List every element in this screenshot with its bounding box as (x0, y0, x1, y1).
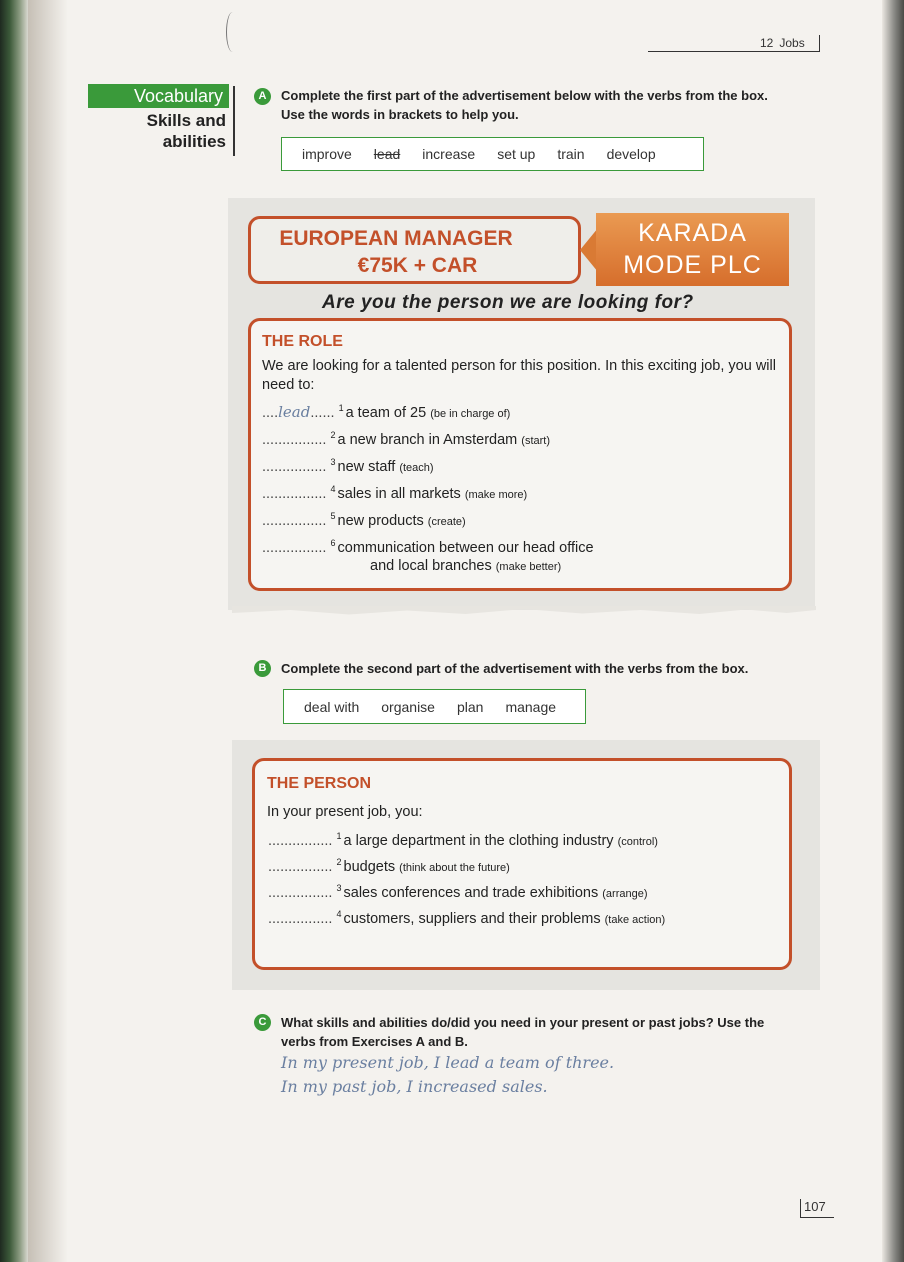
word-train: train (557, 146, 585, 162)
role-item-1: ....lead...... $^1$ a team of 25 (be in charge of) (262, 403, 511, 421)
section-tag-vocabulary: Vocabulary (88, 84, 229, 108)
word-improve: improve (302, 146, 352, 162)
handwritten-answer-lead: lead (278, 403, 311, 421)
handwritten-answer-1: In my present job, I lead a team of three. (281, 1053, 615, 1072)
handwritten-answer-2: In my past job, I increased sales. (281, 1077, 548, 1096)
role-item-2: ................ $^2$ a new branch in Amsterdam (start) (262, 430, 551, 448)
exercise-a-badge: A (254, 88, 271, 105)
role-item-6-continued: and local branches (make better) (370, 558, 562, 574)
company-name-line1: KARADA (638, 219, 747, 247)
person-item-2: ................ $^2$ budgets (think about the future) (268, 857, 510, 875)
person-intro: In your present job, you: (267, 804, 423, 820)
pencil-mark (226, 12, 239, 52)
section-tag-line3: abilities (162, 132, 226, 151)
word-increase: increase (422, 146, 476, 162)
company-logo (596, 213, 789, 286)
book-edge-right (882, 0, 904, 1262)
exercise-b-instruction: Complete the second part of the advertisement with the verbs from the box. (281, 661, 749, 676)
role-item-5: ................ $^5$ new products (create) (262, 511, 466, 529)
exercise-b-badge: B (254, 660, 271, 677)
header-rule (648, 51, 820, 52)
book-spine-left (0, 0, 28, 1262)
page-number-rule (800, 1217, 834, 1218)
person-item-1: ................ $^1$ a large department in the clothing industry (control) (268, 831, 658, 849)
person-item-4: ................ $^4$ customers, suppliers and their problems (take action) (268, 909, 666, 927)
role-heading: THE ROLE (262, 333, 343, 350)
job-title-box (248, 216, 581, 284)
unit-number: 12 (760, 36, 774, 50)
exercise-a-word-box (281, 137, 704, 171)
job-title: EUROPEAN MANAGER (279, 227, 513, 250)
word-lead-crossed: lead (373, 146, 401, 162)
page-number: 107 (800, 1199, 826, 1217)
role-intro: We are looking for a talented person for this position. In this exciting job, you will need to: (262, 358, 776, 393)
person-heading: THE PERSON (267, 775, 372, 792)
advert-torn-edge (232, 606, 816, 616)
person-item-3: ................ $^3$ sales conferences and trade exhibitions (arrange) (268, 883, 648, 901)
word-manage: manage (505, 698, 557, 715)
running-header (760, 36, 805, 50)
section-tag-line2: Skills and (146, 111, 226, 130)
company-name-line2: MODE PLC (623, 251, 762, 279)
unit-title: Jobs (779, 36, 805, 50)
word-deal-with: deal with (304, 698, 360, 715)
word-plan: plan (456, 698, 484, 715)
word-develop: develop (606, 146, 656, 162)
word-organise: organise (381, 698, 435, 715)
exercise-a-instruction: Complete the first part of the advertisement below with the verbs from the box. Use the words in brackets to help you. (281, 88, 768, 122)
advert-tagline: Are you the person we are looking for? (322, 292, 694, 313)
exercise-c-badge: C (254, 1014, 271, 1031)
role-item-4: ................ $^4$ sales in all markets (make more) (262, 484, 528, 502)
section-tag-border (233, 86, 235, 156)
exercise-b-word-box (283, 689, 586, 724)
word-set-up: set up (497, 146, 536, 162)
section-tag-topic (100, 110, 226, 152)
role-item-6: ................ $^6$ communication between our head office (262, 538, 594, 556)
header-tick (819, 35, 820, 52)
exercise-c-instruction: What skills and abilities do/did you need in your present or past jobs? Use the verbs from Exercises A and B. (281, 1015, 765, 1049)
role-item-3: ................ $^3$ new staff (teach) (262, 457, 434, 475)
gutter-shadow (28, 0, 68, 1262)
job-salary: €75K + CAR (357, 254, 478, 277)
